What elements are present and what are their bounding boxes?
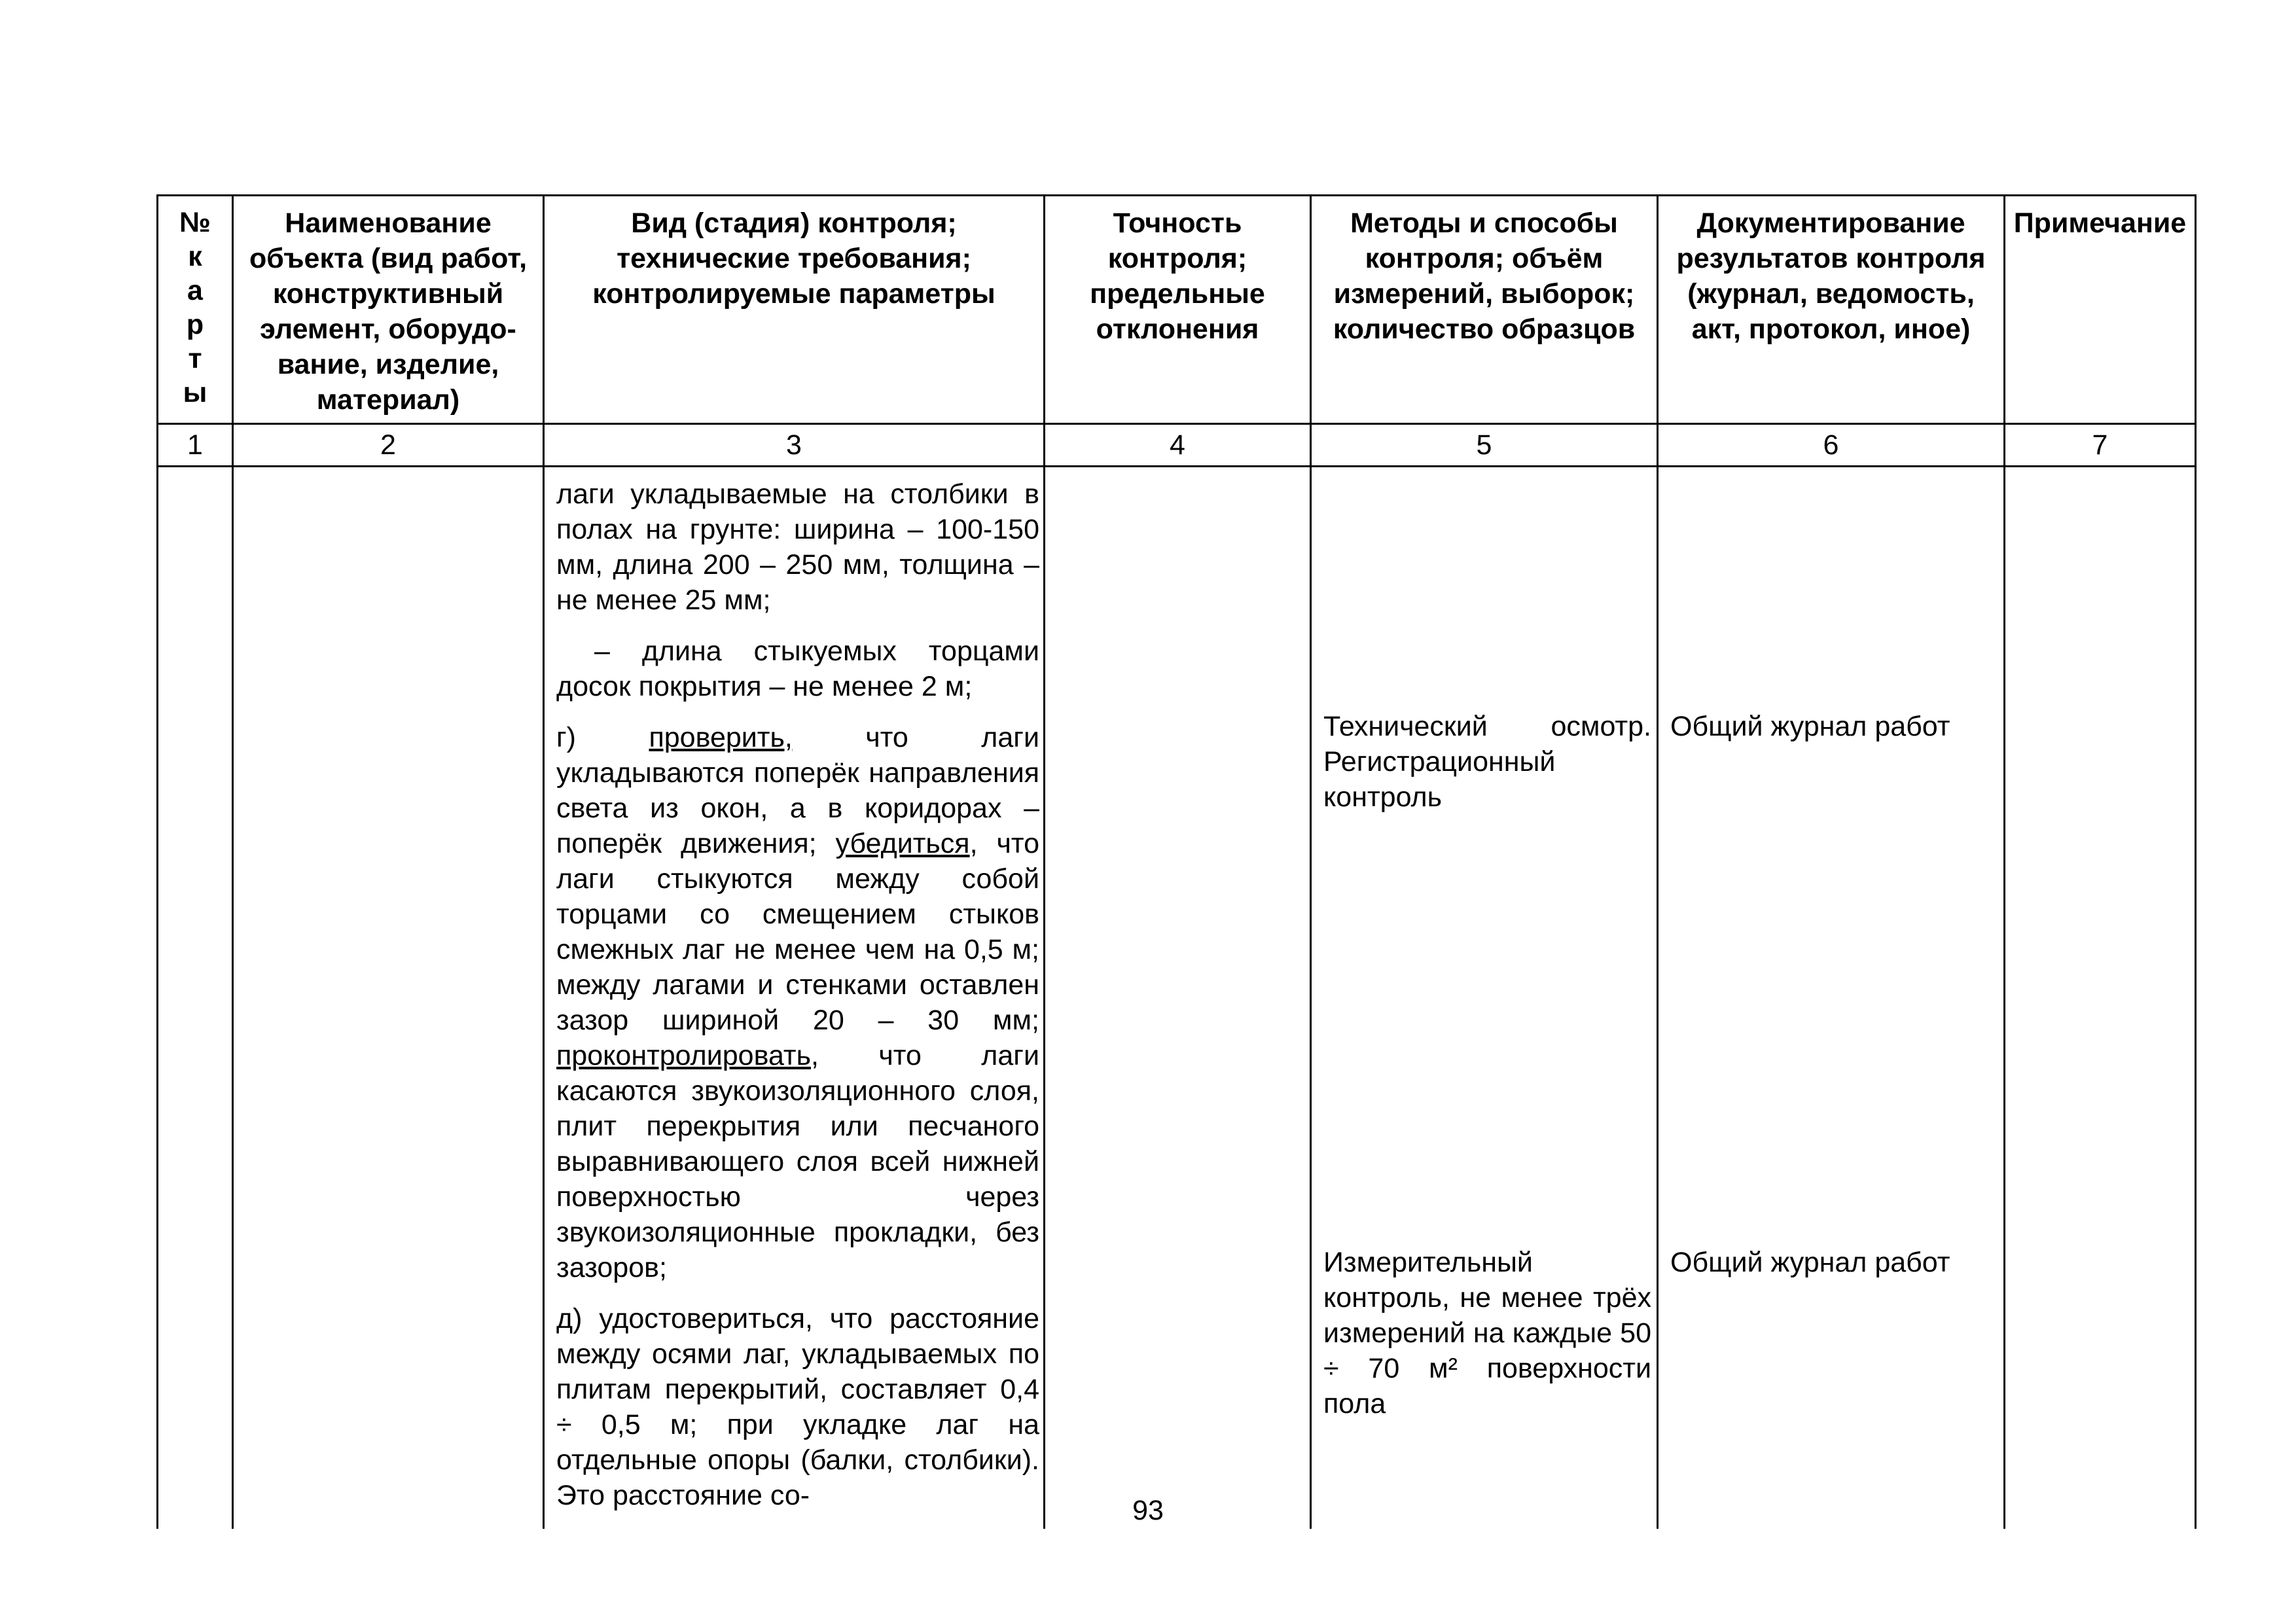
cell-object-name [233, 467, 544, 1529]
column-number-row [158, 424, 2196, 467]
cell-requirements [544, 467, 1045, 1529]
column-number: 1 [158, 424, 233, 467]
underlined-term: убедиться [835, 828, 970, 859]
column-number: 6 [1658, 424, 2005, 467]
column-number: 3 [544, 424, 1045, 467]
header-note: Примечание [2005, 196, 2196, 424]
header-methods: Методы и способы контроля; объём измерений, выборок; количество образцов [1311, 196, 1658, 424]
header-row [158, 196, 2196, 424]
cell-accuracy [1045, 467, 1311, 1529]
cell-note [2005, 467, 2196, 1529]
cell-card-number [158, 467, 233, 1529]
cell-methods [1311, 467, 1658, 1529]
requirement-paragraph: – длина стыкуемых торцами досок покрытия – не менее 2 м; [556, 635, 1039, 702]
table-row [158, 467, 2196, 1529]
header-card-number: № к а р т ы [158, 196, 233, 424]
cell-documentation [1658, 467, 2005, 1529]
requirement-paragraph-d: д) удостовериться, что расстояние между осями лаг, укладываемых по плитам перекрытий, составляет 0,4 ÷ 0,5 м; при укладке лаг на отдельные опоры (балки, столбики). Это расстояние со- [556, 1303, 1039, 1511]
underlined-term: проконтролировать [556, 1040, 812, 1071]
column-number: 7 [2005, 424, 2196, 467]
requirement-paragraph: лаги укладываемые на столбики в полах на грунте: ширина – 100-150 мм, длина 200 – 250 мм, толщина – не менее 25 мм; [556, 478, 1039, 616]
requirement-paragraph-g: г) проверить, что лаги укладываются поперёк направления света из окон, а в коридорах – поперёк движения; убедиться, что лаги стыкуются между собой торцами со смещением стыков смежных лаг не менее чем на 0,5 м; между лагами и стенками оставлен зазор шириной 20 – 30 мм; проконтролировать, что лаги касаются звукоизоляционного слоя, плит перекрытия или песчаного выравнивающего слоя всей нижней поверхностью через звукоизоляционные прокладки, без зазоров; [556, 722, 1039, 1283]
method-entry-g: Технический осмотр. Регистрационный контроль [1323, 711, 1651, 813]
header-control-type: Вид (стадия) контроля; технические требования; контролируемые параметры [544, 196, 1045, 424]
documentation-entry-g: Общий журнал работ [1670, 711, 1950, 742]
underlined-term: проверить, [649, 722, 793, 753]
documentation-entry-d: Общий журнал работ [1670, 1247, 1950, 1278]
header-object-name: Наименование объекта (вид работ, конструктивный элемент, оборудо-вание, изделие, материал) [233, 196, 544, 424]
page-number: 93 [1132, 1495, 1164, 1526]
method-entry-d: Измерительный контроль, не менее трёх измерений на каждые 50 ÷ 70 м² поверхности пола [1323, 1247, 1651, 1419]
column-number: 4 [1045, 424, 1311, 467]
column-number: 2 [233, 424, 544, 467]
header-documentation: Документирование результатов контроля (журнал, ведомость, акт, протокол, иное) [1658, 196, 2005, 424]
column-number: 5 [1311, 424, 1658, 467]
header-accuracy: Точность контроля; предельные отклонения [1045, 196, 1311, 424]
control-table [156, 194, 2197, 1529]
